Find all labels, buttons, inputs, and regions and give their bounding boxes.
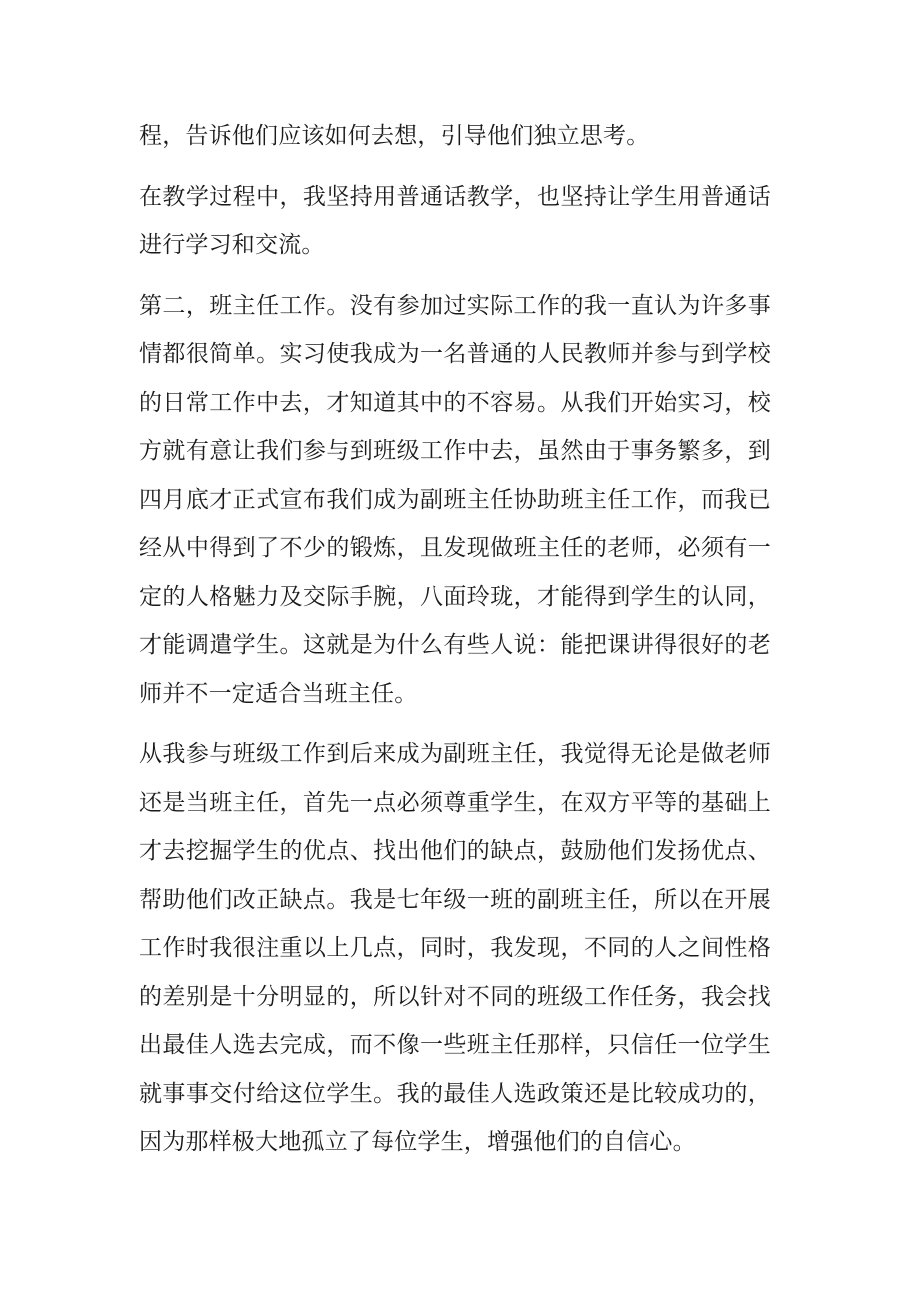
paragraph-class-teacher-work: 第二，班主任工作。没有参加过实际工作的我一直认为许多事情都很简单。实习使我成为一名普通的人民教师并参与到学校的日常工作中去，才知道其中的不容易。从我们开始实习，校方就有意让我们参与到班级工作中去，虽然由于事务繁多，到四月底才正式宣布我们成为副班主任协助班主任工作，而我已经从中得到了不少的锻炼，且发现做班主任的老师，必须有一定的人格魅力及交际手腕，八面玲珑，才能得到学生的认同，才能调遣学生。这就是为什么有些人说：能把课讲得很好的老师并不一定适合当班主任。	[139, 292, 771, 707]
document-page	[139, 112, 771, 1179]
paragraph-continuation: 程，告诉他们应该如何去想，引导他们独立思考。	[139, 123, 650, 149]
paragraph-respect-students: 从我参与班级工作到后来成为副班主任，我觉得无论是做老师还是当班主任，首先一点必须尊重学生，在双方平等的基础上才去挖掘学生的优点、找出他们的缺点，鼓励他们发扬优点、帮助他们改正缺点。我是七年级一班的副班主任，所以在开展工作时我很注重以上几点，同时，我发现，不同的人之间性格的差别是十分明显的，所以针对不同的班级工作任务，我会找出最佳人选去完成，而不像一些班主任那样，只信任一位学生就事事交付给这位学生。我的最佳人选政策还是比较成功的，因为那样极大地孤立了每位学生，增强他们的自信心。	[139, 741, 771, 1155]
paragraph-mandarin-teaching: 在教学过程中，我坚持用普通话教学，也坚持让学生用普通话进行学习和交流。	[139, 183, 771, 258]
